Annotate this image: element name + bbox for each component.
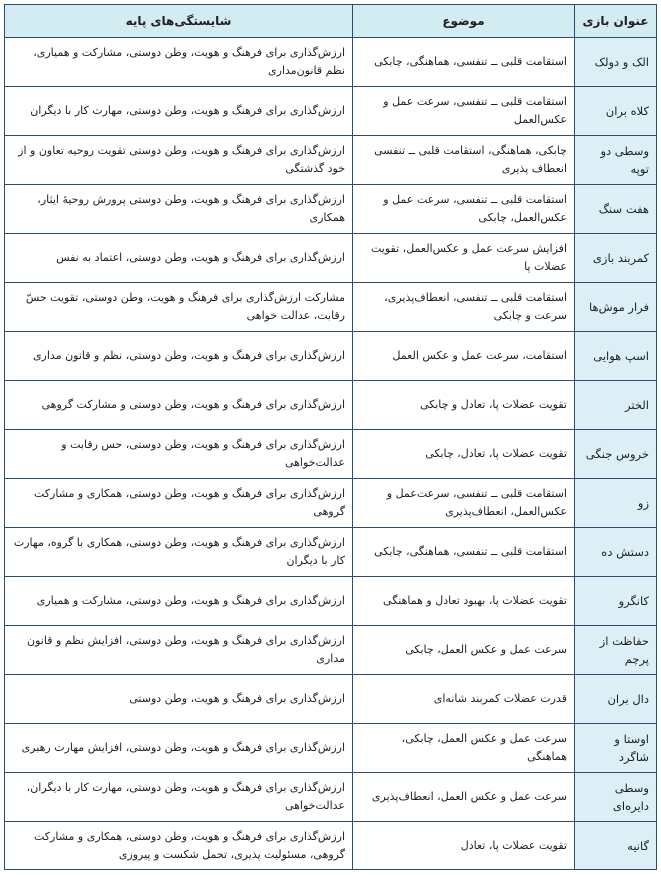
competencies-cell: ارزش‌گذاری برای فرهنگ و هویت، وطن دوستی، افزایش نظم و قانون مداری <box>5 626 353 675</box>
table-row <box>5 822 657 870</box>
table-row <box>5 724 657 773</box>
game-name-cell: وسطی دو توپه <box>575 136 657 185</box>
competencies-cell: مشارکت ارزش‌گذاری برای فرهنگ و هویت، وطن دوستی، تقویت حسّ رقابت، عدالت خواهی <box>5 283 353 332</box>
game-name-cell: دال بران <box>575 675 657 724</box>
game-name-cell: اوستا و شاگرد <box>575 724 657 773</box>
table-row <box>5 87 657 136</box>
competencies-cell: ارزش‌گذاری برای فرهنگ و هویت، وطن دوستی، افزایش مهارت رهبری <box>5 724 353 773</box>
subject-cell: استقامت، سرعت عمل و عکس العمل <box>353 332 575 381</box>
subject-cell: تقویت عضلات پا، بهبود تعادل و هماهنگی <box>353 577 575 626</box>
subject-cell: سرعت عمل و عکس العمل، چابکی <box>353 626 575 675</box>
subject-cell: چابکی، هماهنگی، استقامت قلبی ــ تنفسی انعطاف پذیری <box>353 136 575 185</box>
table-row <box>5 626 657 675</box>
subject-cell: تقویت عضلات پا، تعادل و چابکی <box>353 381 575 430</box>
subject-cell: استقامت قلبی ــ تنفسی، هماهنگی، چابکی <box>353 38 575 87</box>
header-core-competencies: شایستگی‌های پایه <box>5 5 353 38</box>
game-name-cell: کلاه بران <box>575 87 657 136</box>
subject-cell: استقامت قلبی ــ تنفسی، هماهنگی، چابکی <box>353 528 575 577</box>
competencies-cell: ارزش‌گذاری برای فرهنگ و هویت، وطن دوستی، اعتماد به نفس <box>5 234 353 283</box>
competencies-cell: ارزش‌گذاری برای فرهنگ و هویت، وطن دوستی و مشارکت گروهی <box>5 381 353 430</box>
table-row <box>5 773 657 822</box>
table-row <box>5 234 657 283</box>
competencies-cell: ارزش‌گذاری برای فرهنگ و هویت، وطن دوستی، نظم و قانون مداری <box>5 332 353 381</box>
game-name-cell: هفت سنگ <box>575 185 657 234</box>
header-subject: موضوع <box>353 5 575 38</box>
game-name-cell: خروس جنگی <box>575 430 657 479</box>
game-name-cell: اسپ هوایی <box>575 332 657 381</box>
table-row <box>5 675 657 724</box>
game-name-cell: الختر <box>575 381 657 430</box>
competencies-cell: ارزش‌گذاری برای فرهنگ و هویت، وطن دوستی، همکاری و مشارکت گروهی، مسئولیت پذیری، تحمل شکست و پیروزی <box>5 822 353 870</box>
table-row <box>5 136 657 185</box>
table-row <box>5 332 657 381</box>
table-row <box>5 283 657 332</box>
competencies-cell: ارزش‌گذاری برای فرهنگ و هویت، وطن دوستی تقویت روحیه تعاون و از خود گذشتگی <box>5 136 353 185</box>
subject-cell: افزایش سرعت عمل و عکس‌العمل، تقویت عضلات پا <box>353 234 575 283</box>
games-table <box>4 4 657 870</box>
game-name-cell: وسطی دایره‌ای <box>575 773 657 822</box>
game-name-cell: زو <box>575 479 657 528</box>
subject-cell: استقامت قلبی ــ تنفسی، انعطاف‌پذیری، سرعت و چابکی <box>353 283 575 332</box>
table-row <box>5 528 657 577</box>
subject-cell: استقامت قلبی ــ تنفسی، سرعت‌عمل و عکس‌العمل، انعطاف‌پذیری <box>353 479 575 528</box>
subject-cell: سرعت عمل و عکس العمل، انعطاف‌پذیری <box>353 773 575 822</box>
subject-cell: تقویت عضلات پا، تعادل، چابکی <box>353 430 575 479</box>
table-row <box>5 381 657 430</box>
header-game-title: عنوان بازی <box>575 5 657 38</box>
competencies-cell: ارزش‌گذاری برای فرهنگ و هویت، وطن دوستی، همکاری با گروه، مهارت کار با دیگران <box>5 528 353 577</box>
game-name-cell: گانیه <box>575 822 657 870</box>
table-row <box>5 38 657 87</box>
subject-cell: قدرت عضلات کمربند شانه‌ای <box>353 675 575 724</box>
competencies-cell: ارزش‌گذاری برای فرهنگ و هویت، وطن دوستی، مشارکت و همیاری، نظم قانون‌مداری <box>5 38 353 87</box>
game-name-cell: کمربند بازی <box>575 234 657 283</box>
subject-cell: تقویت عضلات پا، تعادل <box>353 822 575 870</box>
table-row <box>5 430 657 479</box>
competencies-cell: ارزش‌گذاری برای فرهنگ و هویت، وطن دوستی <box>5 675 353 724</box>
game-name-cell: فرار موش‌ها <box>575 283 657 332</box>
competencies-cell: ارزش‌گذاری برای فرهنگ و هویت، وطن دوستی، مهارت کار با دیگران <box>5 87 353 136</box>
game-name-cell: الک و دولک <box>575 38 657 87</box>
game-name-cell: کانگرو <box>575 577 657 626</box>
competencies-cell: ارزش‌گذاری برای فرهنگ و هویت، وطن دوستی، مهارت کار با دیگران، عدالت‌خواهی <box>5 773 353 822</box>
competencies-cell: ارزش‌گذاری برای فرهنگ و هویت، وطن دوستی پرورش روحیهٔ ایثار، همکاری <box>5 185 353 234</box>
competencies-cell: ارزش‌گذاری برای فرهنگ و هویت، وطن دوستی، همکاری و مشارکت گروهی <box>5 479 353 528</box>
subject-cell: سرعت عمل و عکس العمل، چابکی، هماهنگی <box>353 724 575 773</box>
game-name-cell: دستش ده <box>575 528 657 577</box>
table-header-row <box>5 5 657 38</box>
games-table-wrapper <box>4 4 656 870</box>
competencies-cell: ارزش‌گذاری برای فرهنگ و هویت، وطن دوستی، مشارکت و همیاری <box>5 577 353 626</box>
subject-cell: استقامت قلبی ــ تنفسی، سرعت عمل و عکس‌العمل، چابکی <box>353 185 575 234</box>
table-row <box>5 577 657 626</box>
competencies-cell: ارزش‌گذاری برای فرهنگ و هویت، وطن دوستی، حس رقابت و عدالت‌خواهی <box>5 430 353 479</box>
table-row <box>5 479 657 528</box>
subject-cell: استقامت قلبی ــ تنفسی، سرعت عمل و عکس‌العمل <box>353 87 575 136</box>
game-name-cell: حفاظت از پرچم <box>575 626 657 675</box>
table-row <box>5 185 657 234</box>
